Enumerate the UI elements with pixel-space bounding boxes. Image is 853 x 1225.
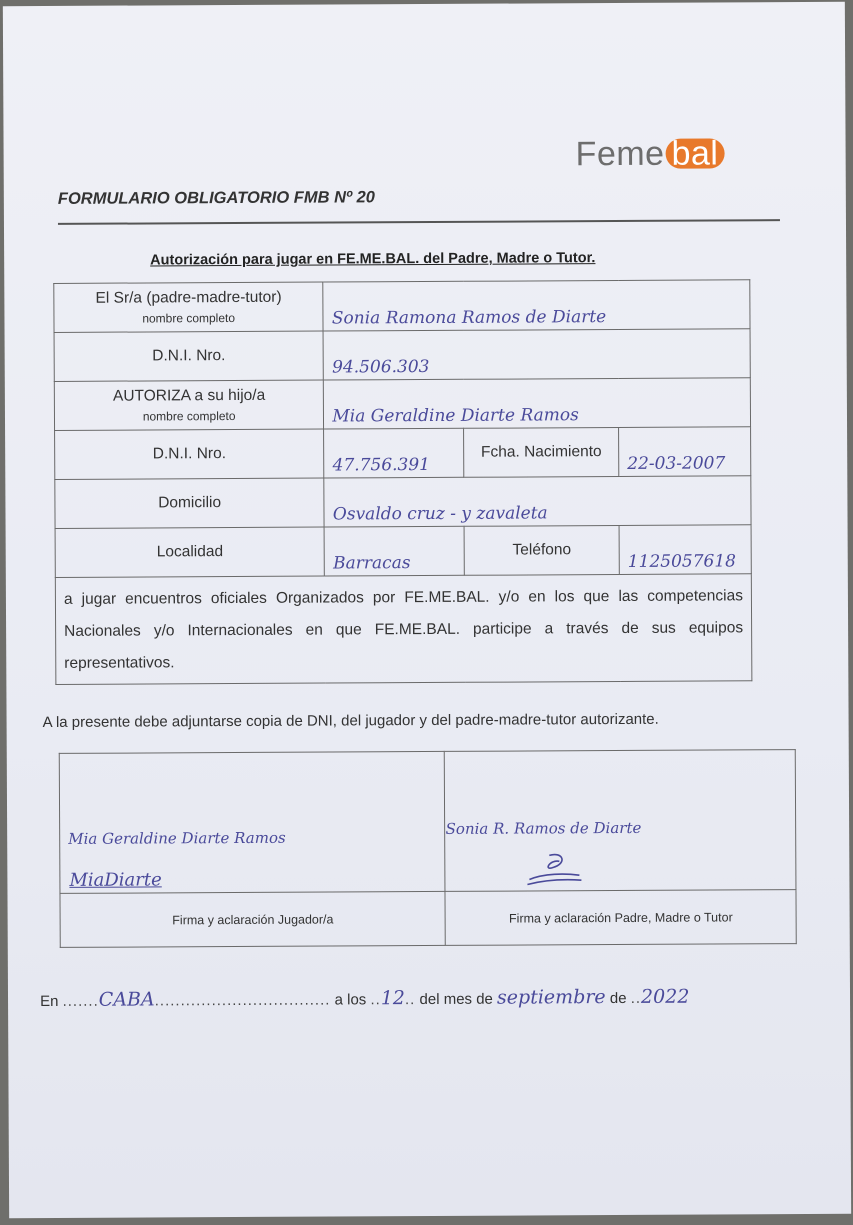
de-label: de (609, 989, 627, 1008)
guardian-label: El Sr/a (padre-madre-tutor) (95, 288, 282, 307)
guardian-dni-value: 94.506.303 (332, 356, 430, 378)
birth-date-label: Fcha. Nacimiento (464, 427, 619, 477)
phone-value: 1125057618 (627, 551, 737, 572)
child-label: AUTORIZA a su hijo/a (112, 386, 266, 405)
authorization-text-row (55, 574, 752, 685)
year-value: 2022 (640, 985, 690, 1008)
parent-signature-scribble (519, 849, 589, 889)
guardian-dni-row (54, 329, 750, 382)
player-signature (69, 869, 161, 890)
authorization-text: a jugar encuentros oficiales Organizados por FE.ME.BAL. y/o en los que las competencias Nacionales y/o Internacionales en que FE.ME.BAL. participe a través de sus equipos representativos. (55, 574, 752, 685)
locality-row (55, 525, 751, 578)
attachment-note: A la presente debe adjuntarse copia de DNI, del jugador y del padre-madre-tutor autorizante. (42, 710, 659, 732)
header-divider (58, 219, 780, 225)
locality-value: Barracas (333, 553, 411, 574)
parent-signature-caption: Firma y aclaración Padre, Madre o Tutor (445, 890, 796, 946)
a-los-label: a los (334, 991, 367, 1009)
form-title: FORMULARIO OBLIGATORIO FMB Nº 20 (57, 188, 375, 208)
city-value: CABA (98, 988, 155, 1011)
guardian-name-value: Sonia Ramona Ramos de Diarte (331, 307, 607, 329)
month-label: del mes de (419, 990, 493, 1009)
locality-label: Localidad (55, 527, 325, 577)
phone-label: Teléfono (464, 525, 619, 575)
child-dni-row (55, 427, 751, 480)
form-subtitle: Autorización para jugar en FE.ME.BAL. del Padre, Madre o Tutor. (150, 250, 596, 269)
form-paper (3, 2, 851, 1218)
signature-row (59, 750, 796, 894)
player-printed-name: Mia Geraldine Diarte Ramos (68, 828, 286, 848)
address-row (55, 476, 751, 529)
child-name-value: Mia Geraldine Diarte Ramos (332, 405, 579, 427)
femebal-logo: Feme bal (576, 134, 725, 174)
birth-date-value: 22-03-2007 (627, 453, 726, 474)
parent-signature-box (445, 750, 796, 892)
en-label: En (40, 992, 59, 1011)
month-value: septiembre (496, 986, 606, 1009)
child-dni-label: D.N.I. Nro. (55, 429, 325, 479)
player-signature-caption: Firma y aclaración Jugador/a (60, 891, 446, 947)
child-row (54, 378, 750, 431)
player-signature-text: MiaDiarte (69, 869, 162, 891)
child-dni-value: 47.756.391 (332, 454, 431, 476)
signature-table (59, 749, 797, 948)
signature-caption-row (60, 890, 796, 948)
address-value: Osvaldo cruz - y zavaleta (332, 503, 548, 525)
authorization-table (53, 279, 752, 685)
guardian-row (54, 280, 750, 333)
day-value: 12 (380, 987, 406, 1010)
address-label: Domicilio (55, 478, 325, 528)
guardian-dni-label: D.N.I. Nro. (54, 331, 324, 381)
parent-printed-name: Sonia R. Ramos de Diarte (445, 818, 642, 838)
date-place-line: En .......CABA.................................. a los ..12.. del mes de septiembre de ..2022 (40, 985, 690, 1011)
guardian-sublabel: nombre completo (142, 311, 236, 326)
child-sublabel: nombre completo (142, 408, 236, 424)
